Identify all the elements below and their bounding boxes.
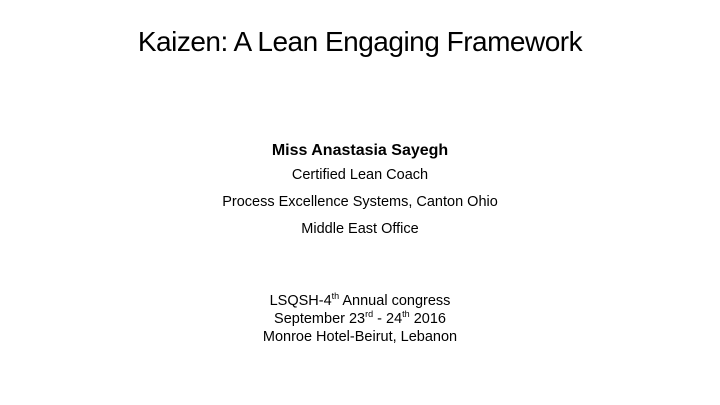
presenter-block bbox=[0, 140, 720, 247]
event-block bbox=[0, 292, 720, 346]
event-congress-ordinal: th bbox=[331, 291, 340, 301]
event-date-end-suffix: th bbox=[402, 309, 410, 319]
event-date-start-suffix: rd bbox=[365, 309, 374, 319]
presenter-company: Process Excellence Systems, Canton Ohio bbox=[222, 194, 498, 210]
presenter-role: Certified Lean Coach bbox=[291, 167, 429, 183]
event-date-end: - 24 bbox=[373, 311, 403, 327]
slide-title: Kaizen: A Lean Engaging Framework bbox=[137, 26, 583, 57]
presenter-office: Middle East Office bbox=[301, 221, 419, 237]
event-congress-line bbox=[0, 292, 720, 310]
event-venue: Monroe Hotel-Beirut, Lebanon bbox=[262, 329, 458, 345]
event-date-line bbox=[0, 310, 720, 328]
event-congress-name: LSQSH-4 bbox=[269, 293, 332, 309]
event-date-start: September 23 bbox=[274, 311, 366, 327]
event-date-year: 2016 bbox=[409, 311, 446, 327]
event-congress-label: Annual congress bbox=[339, 293, 451, 309]
presenter-name: Miss Anastasia Sayegh bbox=[271, 142, 449, 159]
